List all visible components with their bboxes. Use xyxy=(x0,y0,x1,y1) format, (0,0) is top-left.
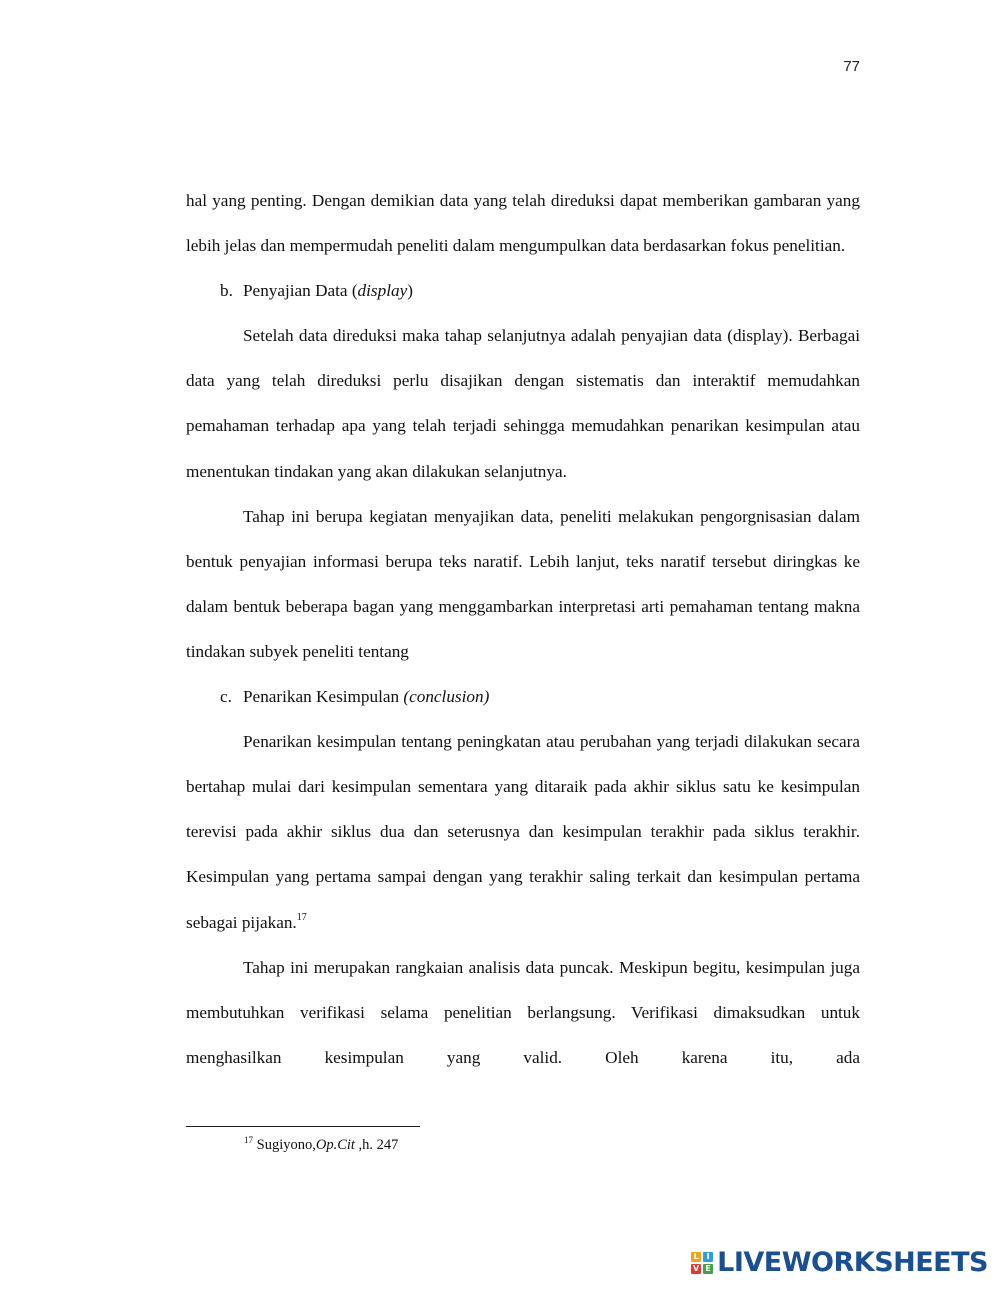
paragraph-kesimpulan xyxy=(186,719,860,944)
paragraph-penyajian: Setelah data direduksi maka tahap selanjutnya adalah penyajian data (display). Berbagai data yang telah direduksi perlu disajikan dengan sistematis dan interaktif memudahkan pemahaman terhadap apa yang telah terjadi sehingga memudahkan penarikan kesimpulan atau menentukan tindakan yang akan dilakukan selanjutnya. xyxy=(186,326,860,481)
logo-tile-v: V xyxy=(693,1263,700,1273)
section-title-italic: display xyxy=(357,281,408,301)
section-title: Penarikan Kesimpulan xyxy=(243,687,404,707)
document-body xyxy=(186,178,860,1080)
paragraph-verifikasi: Tahap ini merupakan rangkaian analisis data puncak. Meskipun begitu, kesimpulan juga membutuhkan verifikasi selama penelitian berlangsung. Verifikasi dimaksudkan untuk menghasilkan kesimpulan yang valid. Oleh karena itu, ada xyxy=(186,957,860,1067)
list-marker: b. xyxy=(220,281,233,301)
page-number: 77 xyxy=(843,58,860,75)
footnote-number: 17 xyxy=(244,1135,253,1145)
section-title-close: ) xyxy=(407,281,413,301)
section-heading-b xyxy=(186,268,860,313)
list-marker: c. xyxy=(220,687,232,707)
logo-text: LIVEWORKSHEETS xyxy=(717,1247,988,1278)
footnote-author: Sugiyono, xyxy=(256,1137,316,1153)
section-heading-c xyxy=(186,674,860,719)
logo-tile-l: L xyxy=(691,1252,701,1262)
paragraph-tahap-penyajian: Tahap ini berupa kegiatan menyajikan data, peneliti melakukan pengorgnisasian dalam bentuk penyajian informasi berupa teks naratif. Lebih lanjut, teks naratif tersebut diringkas ke dalam bentuk beberapa bagan yang menggambarkan interpretasi arti pemahaman tentang makna tindakan subyek peneliti tentang xyxy=(186,506,860,661)
paragraph-continuation: hal yang penting. Dengan demikian data yang telah direduksi dapat memberikan gambaran yang lebih jelas dan mempermudah peneliti dalam mengumpulkan data berdasarkan fokus penelitian. xyxy=(186,191,860,256)
footnote-page: ,h. 247 xyxy=(354,1137,399,1153)
paragraph-text: Penarikan kesimpulan tentang peningkatan atau perubahan yang terjadi dilakukan secara bertahap mulai dari kesimpulan sementara yang ditaraik pada akhir siklus satu ke kesimpulan terevisi pada akhir siklus dua dan seterusnya dan kesimpulan terakhir pada siklus terakhir. Kesimpulan yang pertama sampai dengan yang terakhir saling terkait dan kesimpulan pertama sebagai pijakan. xyxy=(186,732,860,932)
footnote-divider xyxy=(186,1126,420,1127)
logo-icon xyxy=(691,1252,713,1274)
section-title: Penyajian Data ( xyxy=(243,281,358,301)
footnote xyxy=(244,1135,398,1155)
logo-tile-i: I xyxy=(703,1252,713,1262)
liveworksheets-logo xyxy=(691,1247,988,1278)
footnote-work: Op.Cit xyxy=(315,1137,355,1153)
section-title-italic: (conclusion) xyxy=(403,687,490,707)
logo-tile-e: E xyxy=(703,1264,713,1274)
footnote-reference[interactable]: 17 xyxy=(296,911,307,923)
